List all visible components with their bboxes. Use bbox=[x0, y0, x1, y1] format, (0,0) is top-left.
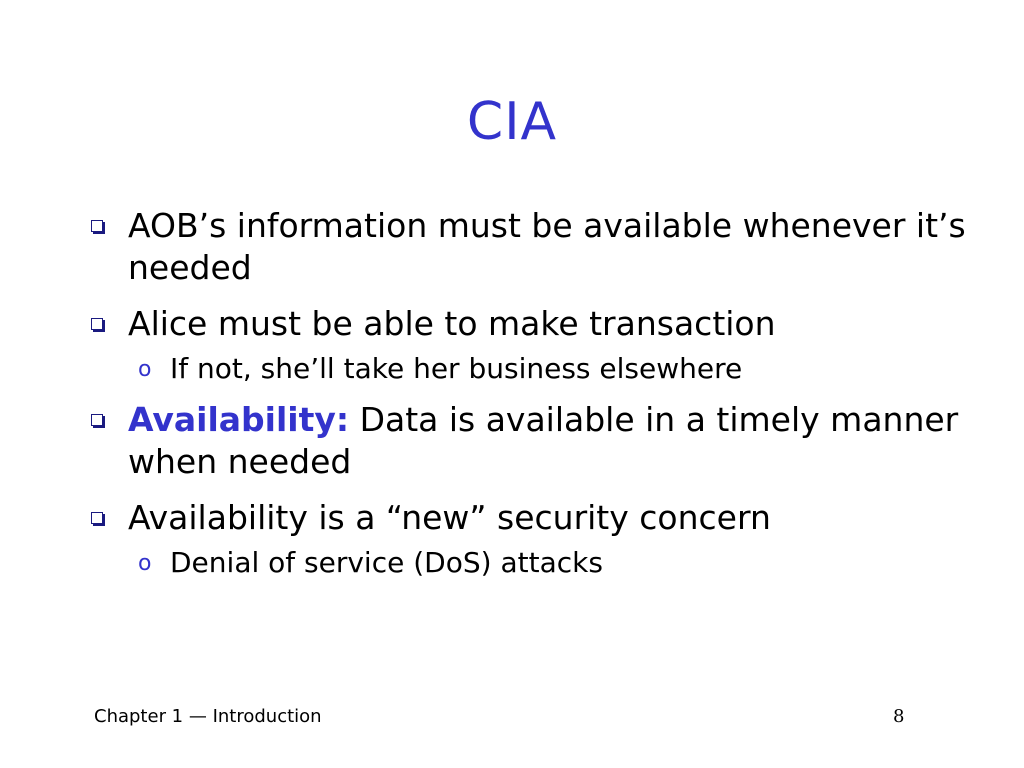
sub-bullet-item bbox=[88, 545, 968, 581]
slide-title: CIA bbox=[466, 92, 558, 152]
square-bullet-icon bbox=[91, 414, 103, 426]
footer-chapter: Chapter 1 — Introduction bbox=[94, 706, 322, 727]
bullet-item bbox=[88, 205, 968, 289]
sub-bullet-text: If not, she’ll take her business elsewhere bbox=[170, 352, 743, 385]
sub-bullet-item bbox=[88, 351, 968, 387]
bullet-text: Data is available in a timely manner when needed bbox=[128, 400, 959, 481]
bullet-list bbox=[88, 205, 968, 593]
bullet-item bbox=[88, 303, 968, 345]
circle-bullet-icon: o bbox=[138, 551, 152, 576]
bullet-item bbox=[88, 497, 968, 539]
bullet-item bbox=[88, 399, 968, 483]
circle-bullet-icon: o bbox=[138, 357, 152, 382]
bullet-text: Availability is a “new” security concern bbox=[128, 498, 771, 537]
bullet-emphasis: Availability: bbox=[128, 400, 350, 439]
page-number: 8 bbox=[893, 706, 905, 727]
square-bullet-icon bbox=[91, 512, 103, 524]
square-bullet-icon bbox=[91, 220, 103, 232]
bullet-text: AOB’s information must be available whenever it’s needed bbox=[128, 206, 966, 287]
sub-bullet-text: Denial of service (DoS) attacks bbox=[170, 546, 603, 579]
square-bullet-icon bbox=[91, 318, 103, 330]
bullet-text: Alice must be able to make transaction bbox=[128, 304, 776, 343]
